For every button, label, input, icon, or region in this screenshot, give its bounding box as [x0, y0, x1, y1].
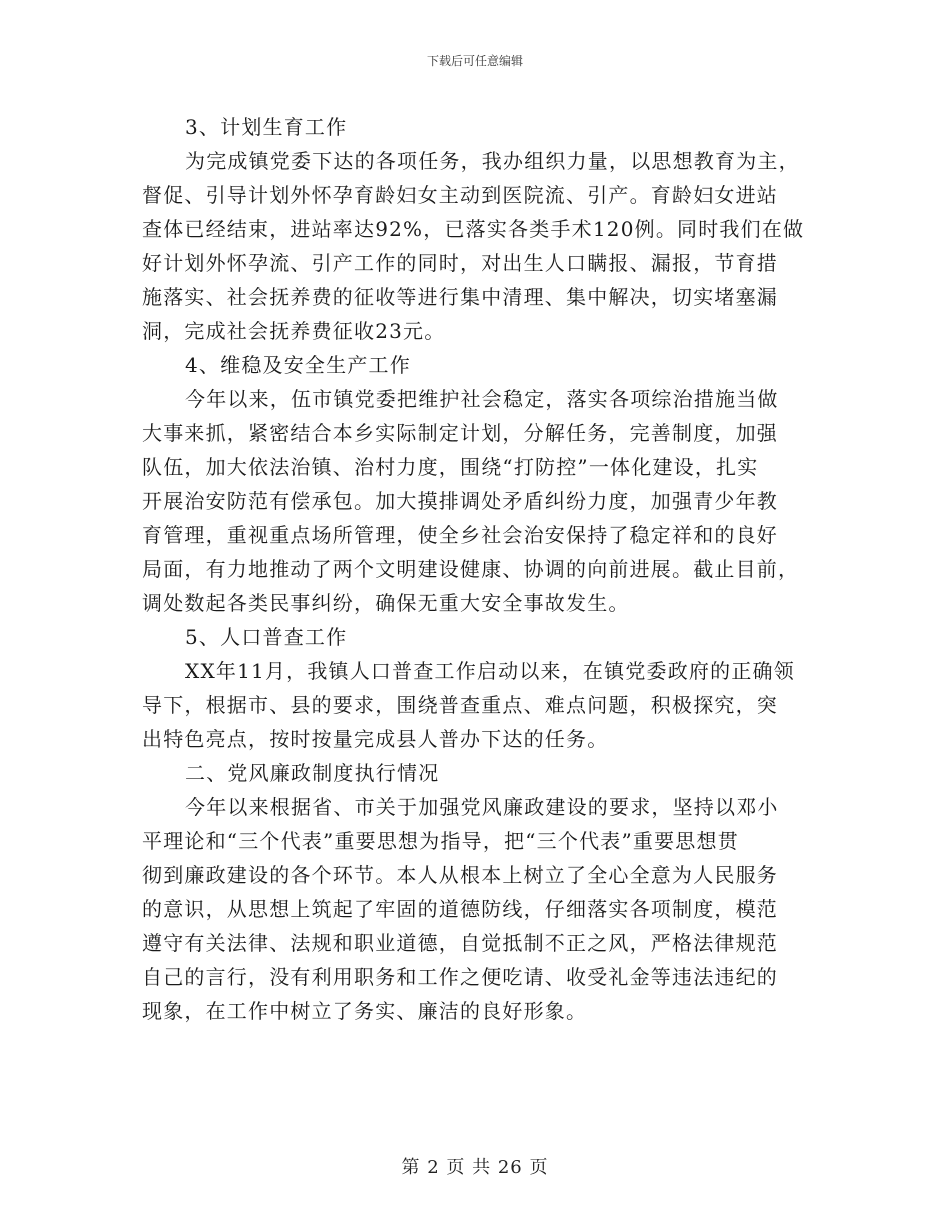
- text-line: 今年以来根据省、市关于加强党风廉政建设的要求，坚持以邓小: [185, 795, 779, 819]
- text-line: 队伍，加大依法治镇、治村力度，围绕“打防控”一体化建设，扎实: [142, 455, 759, 479]
- page-header: 下载后可任意编辑: [426, 54, 523, 68]
- text-line: 现象，在工作中树立了务实、廉洁的良好形象。: [142, 999, 588, 1023]
- text-line: XX年11月，我镇人口普查工作启动以来，在镇党委政府的正确领: [185, 659, 795, 683]
- text-line: 彻到廉政建设的各个环节。本人从根本上树立了全心全意为人民服务: [142, 863, 778, 887]
- page-footer: 第 2 页 共 26 页: [401, 1157, 549, 1178]
- text-line: 的意识，从思想上筑起了牢固的道德防线，仔细落实各项制度，模范: [142, 897, 778, 921]
- text-line: 4、维稳及安全生产工作: [185, 353, 411, 377]
- text-line: 3、计划生育工作: [185, 115, 348, 139]
- text-line: 施落实、社会抚养费的征收等进行集中清理、集中解决，切实堵塞漏: [142, 285, 778, 309]
- text-line: 洞，完成社会抚养费征收23元。: [142, 319, 446, 343]
- text-line: 开展治安防范有偿承包。加大摸排调处矛盾纠纷力度，加强青少年教: [142, 489, 778, 513]
- text-line: 局面，有力地推动了两个文明建设健康、协调的向前进展。截止目前，: [142, 557, 800, 581]
- text-line: 育管理，重视重点场所管理，使全乡社会治安保持了稳定祥和的良好: [142, 523, 778, 547]
- text-line: 出特色亮点，按时按量完成县人普办下达的任务。: [142, 727, 609, 751]
- text-line: 调处数起各类民事纠纷，确保无重大安全事故发生。: [142, 591, 630, 615]
- text-line: 督促、引导计划外怀孕育龄妇女主动到医院流、引产。育龄妇女进站: [142, 183, 778, 207]
- text-line: 5、人口普查工作: [185, 625, 348, 649]
- text-line: 二、党风廉政制度执行情况: [185, 761, 440, 785]
- text-line: 今年以来，伍市镇党委把维护社会稳定，落实各项综治措施当做: [185, 387, 779, 411]
- text-line: 遵守有关法律、法规和职业道德，自觉抵制不正之风，严格法律规范: [142, 931, 778, 955]
- text-line: 自己的言行，没有利用职务和工作之便吃请、收受礼金等违法违纪的: [142, 965, 778, 989]
- text-line: 平理论和“三个代表”重要思想为指导，把“三个代表”重要思想贯: [142, 829, 739, 853]
- text-line: 导下，根据市、县的要求，围绕普查重点、难点问题，积极探究，突: [142, 693, 778, 717]
- document-body: [142, 110, 810, 1028]
- text-line: 为完成镇党委下达的各项任务，我办组织力量，以思想教育为主，: [185, 149, 800, 173]
- text-line: 好计划外怀孕流、引产工作的同时，对出生人口瞒报、漏报，节育措: [142, 251, 778, 275]
- text-line: 查体已经结束，进站率达92%，已落实各类手术120例。同时我们在做: [142, 217, 805, 241]
- text-line: 大事来抓，紧密结合本乡实际制定计划，分解任务，完善制度，加强: [142, 421, 778, 445]
